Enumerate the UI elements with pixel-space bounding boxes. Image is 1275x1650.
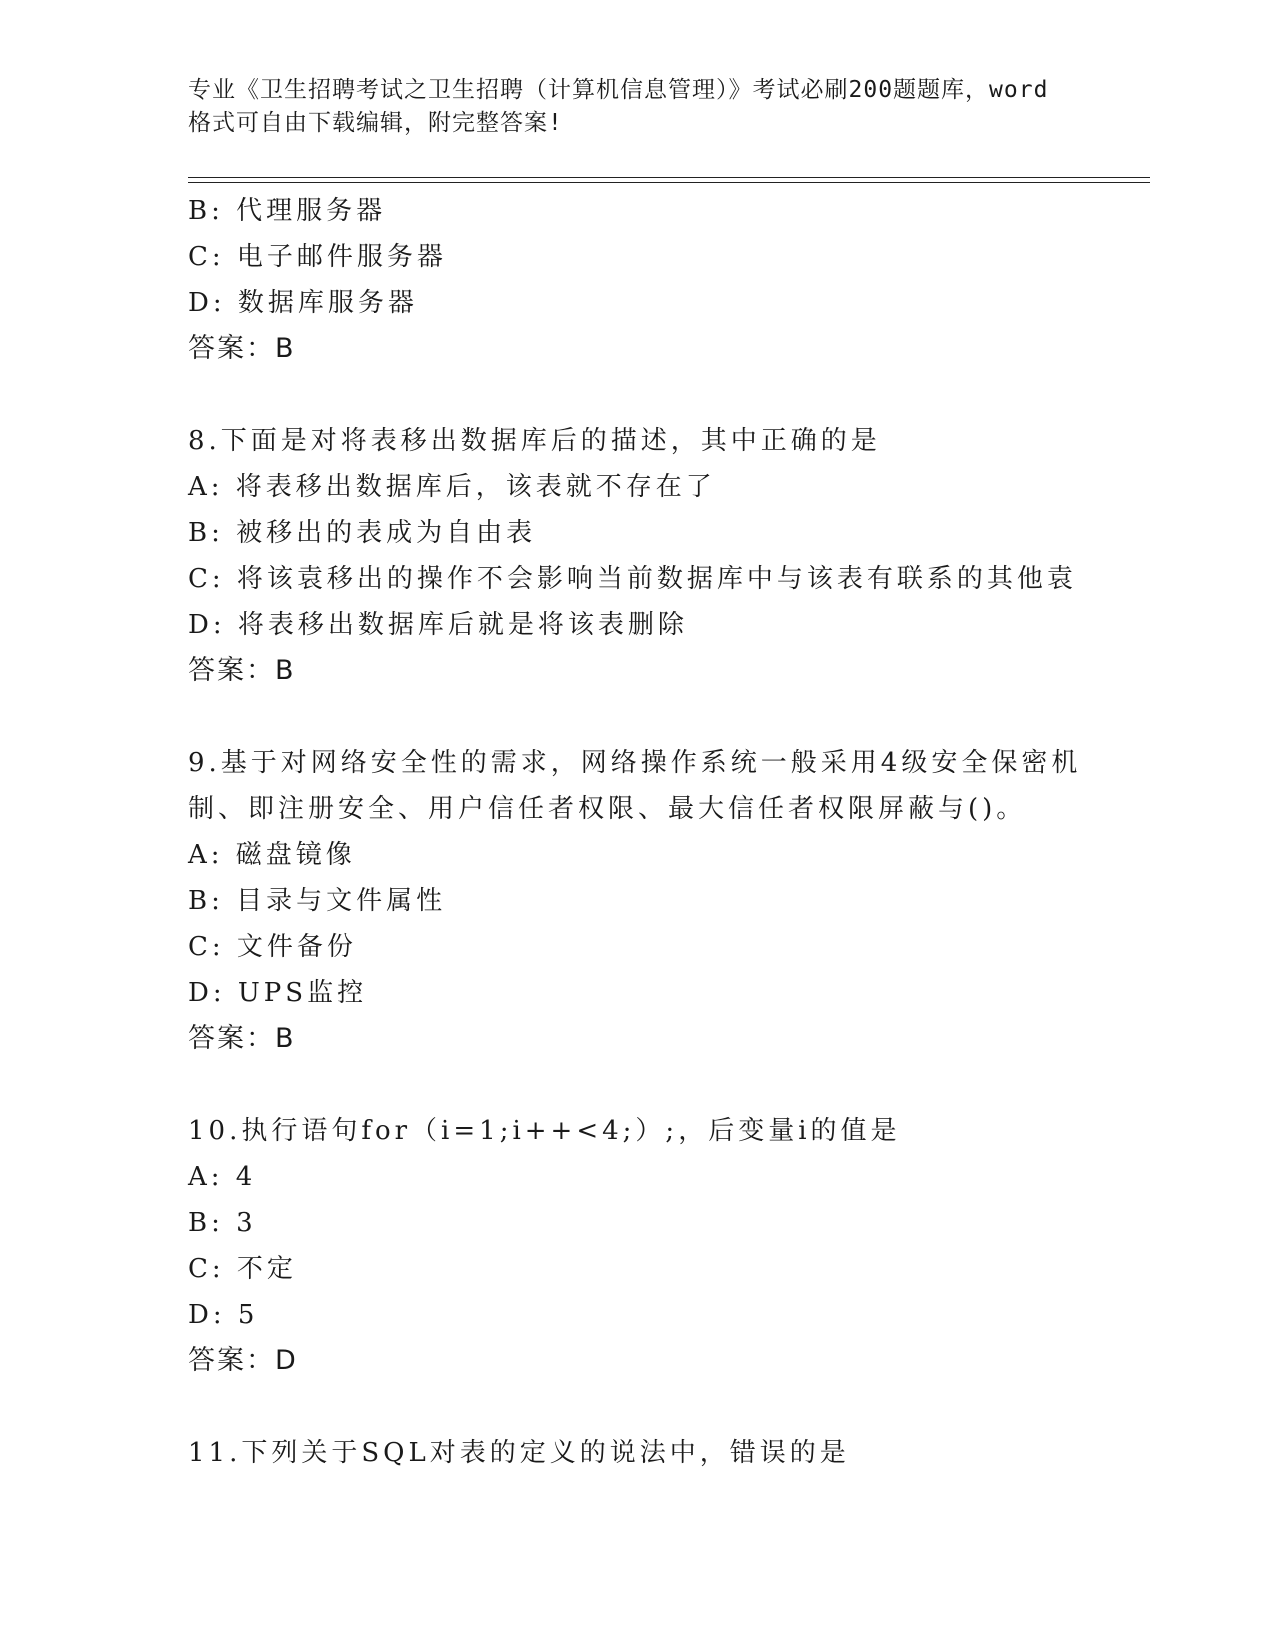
question-stem-continued: 制、即注册安全、用户信任者权限、最大信任者权限屏蔽与()。 (188, 794, 1027, 824)
header-title-line-1: 专业《卫生招聘考试之卫生招聘（计算机信息管理）》考试必刷200题题库，word (188, 77, 1049, 103)
spacer (188, 1384, 1088, 1430)
answer-line: 答案：B (188, 333, 296, 364)
option-d: D: UPS监控 (188, 978, 368, 1008)
question-8 (188, 418, 1088, 694)
option-c: C: 文件备份 (188, 932, 357, 962)
question-10 (188, 1108, 1088, 1384)
question-stem: 10.执行语句for（i=1;i++<4;）;，后变量i的值是 (188, 1116, 901, 1146)
answer-line: 答案：B (188, 1023, 296, 1054)
answer-line: 答案：D (188, 1345, 298, 1376)
header-title-line-2: 格式可自由下载编辑，附完整答案! (188, 110, 563, 136)
option-a: A: 4 (188, 1162, 257, 1192)
option-c: C: 电子邮件服务器 (188, 242, 447, 272)
question-9 (188, 740, 1088, 1062)
document-header (188, 74, 1088, 140)
option-d: D: 5 (188, 1300, 259, 1330)
question-content (188, 188, 1088, 1476)
option-a: A: 将表移出数据库后，该表就不存在了 (188, 472, 716, 502)
option-c: C: 不定 (188, 1254, 297, 1284)
option-b: B: 被移出的表成为自由表 (188, 518, 537, 548)
option-b: B: 3 (188, 1208, 257, 1238)
question-7-continued (188, 188, 1088, 372)
option-a: A: 磁盘镜像 (188, 840, 356, 870)
option-b: B: 代理服务器 (188, 196, 387, 226)
answer-line: 答案：B (188, 655, 296, 686)
spacer (188, 372, 1088, 418)
question-stem: 8.下面是对将表移出数据库后的描述，其中正确的是 (188, 426, 881, 456)
question-11 (188, 1430, 1088, 1476)
question-stem: 11.下列关于SQL对表的定义的说法中，错误的是 (188, 1438, 850, 1468)
option-c: C: 将该袁移出的操作不会影响当前数据库中与该表有联系的其他袁 (188, 564, 1077, 594)
header-divider-bottom (188, 182, 1150, 183)
question-stem: 9.基于对网络安全性的需求，网络操作系统一般采用4级安全保密机 (188, 748, 1082, 778)
header-divider-top (188, 177, 1150, 178)
option-b: B: 目录与文件属性 (188, 886, 447, 916)
option-d: D: 将表移出数据库后就是将该表删除 (188, 610, 688, 640)
spacer (188, 1062, 1088, 1108)
spacer (188, 694, 1088, 740)
option-d: D: 数据库服务器 (188, 288, 418, 318)
